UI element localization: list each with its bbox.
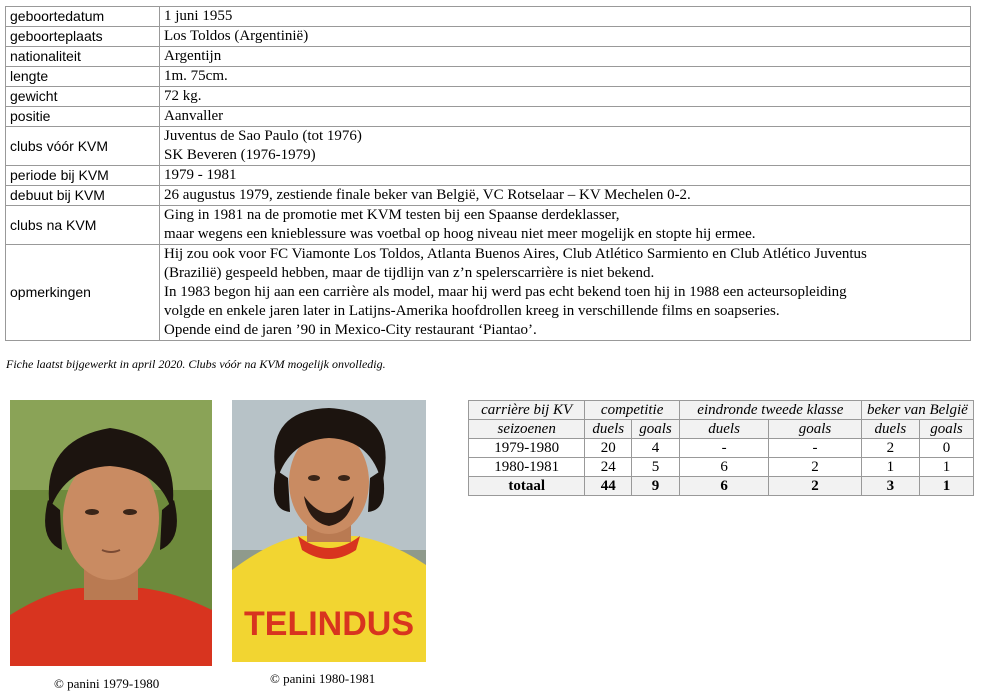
- stats-header-comp-goals: goals: [632, 420, 680, 439]
- info-row: [6, 245, 971, 341]
- info-value: [160, 245, 971, 341]
- info-value-line: Argentijn: [164, 48, 222, 64]
- stats-row-1979: [469, 439, 974, 458]
- info-value-line: volgde en enkele jaren later in Latijns-Amerika hoofdrollen kreeg in verschillende films en soapseries.: [164, 303, 780, 319]
- info-row: [6, 206, 971, 245]
- stats-header-playoff-duels: duels: [679, 420, 768, 439]
- info-label: gewicht: [6, 87, 160, 107]
- info-value-line: Los Toldos (Argentinië): [164, 28, 309, 44]
- stats-header-competition: competitie: [585, 401, 680, 420]
- info-value-line: SK Beveren (1976-1979): [164, 147, 316, 163]
- stats-total-cell: 6: [679, 477, 768, 496]
- info-value-line: (Brazilië) gespeeld hebben, maar de tijdlijn van z’n spelerscarrière is niet bekend.: [164, 265, 655, 281]
- stats-total-cell: 1: [919, 477, 973, 496]
- stats-total-cell: 44: [585, 477, 632, 496]
- stats-cell: 1: [919, 458, 973, 477]
- stats-cell: 20: [585, 439, 632, 458]
- info-value-line: In 1983 begon hij aan een carrière als model, maar hij werd pas echt bekend toen hij in 1988 een acteursopleiding: [164, 284, 847, 300]
- info-row: [6, 107, 971, 127]
- stats-cell: 1: [861, 458, 919, 477]
- stats-total-cell: 2: [769, 477, 861, 496]
- info-value: [160, 107, 971, 127]
- shirt-sponsor-text: TELINDUS: [244, 605, 414, 643]
- stats-header-cup-duels: duels: [861, 420, 919, 439]
- info-row: [6, 127, 971, 166]
- info-label: debuut bij KVM: [6, 186, 160, 206]
- info-value-line: Opende eind de jaren ’90 in Mexico-City restaurant ‘Piantao’.: [164, 322, 537, 338]
- info-value: [160, 127, 971, 166]
- info-label: geboorteplaats: [6, 27, 160, 47]
- stats-total-cell: 3: [861, 477, 919, 496]
- info-label: clubs na KVM: [6, 206, 160, 245]
- info-value-line: 1 juni 1955: [164, 8, 233, 24]
- info-value-line: Aanvaller: [164, 108, 224, 124]
- stats-total-row: [469, 477, 974, 496]
- stats-header-playoff-goals: goals: [769, 420, 861, 439]
- stats-cell: -: [679, 439, 768, 458]
- stats-header-seasons: seizoenen: [469, 420, 585, 439]
- stats-cell: 4: [632, 439, 680, 458]
- player-photo-1980: [232, 400, 426, 662]
- player-info-table: [5, 6, 971, 341]
- stats-header-cup: beker van België: [861, 401, 973, 420]
- career-stats-table: [468, 400, 974, 496]
- stats-header-cup-goals: goals: [919, 420, 973, 439]
- info-value: [160, 186, 971, 206]
- player-photo-1979: [10, 400, 212, 666]
- photo-caption-1: © panini 1979-1980: [54, 676, 160, 691]
- stats-cell: 1979-1980: [469, 439, 585, 458]
- stats-header-row-1: [469, 401, 974, 420]
- stats-header-career: carrière bij KV: [469, 401, 585, 420]
- info-value-line: Juventus de Sao Paulo (tot 1976): [164, 128, 362, 144]
- photo-caption-2: © panini 1980-1981: [270, 671, 376, 686]
- stats-row-1980: [469, 458, 974, 477]
- stats-cell: -: [769, 439, 861, 458]
- info-value-line: maar wegens een knieblessure was voetbal op hoog niveau niet meer mogelijk en stopte hij ermee.: [164, 226, 756, 242]
- stats-cell: 24: [585, 458, 632, 477]
- info-row: [6, 7, 971, 27]
- info-value-line: 1m. 75cm.: [164, 68, 228, 84]
- stats-header-playoff: eindronde tweede klasse: [679, 401, 861, 420]
- footnote: Fiche laatst bijgewerkt in april 2020. Clubs vóór na KVM mogelijk onvolledig.: [6, 357, 386, 371]
- info-row: [6, 67, 971, 87]
- stats-cell: 0: [919, 439, 973, 458]
- info-value: [160, 67, 971, 87]
- info-row: [6, 27, 971, 47]
- stats-cell: 2: [861, 439, 919, 458]
- info-value: [160, 206, 971, 245]
- info-value: [160, 27, 971, 47]
- info-row: [6, 87, 971, 107]
- stats-cell: 1980-1981: [469, 458, 585, 477]
- info-value-line: 72 kg.: [164, 88, 202, 104]
- stats-header-comp-duels: duels: [585, 420, 632, 439]
- info-label: opmerkingen: [6, 245, 160, 341]
- info-label: periode bij KVM: [6, 166, 160, 186]
- info-label: clubs vóór KVM: [6, 127, 160, 166]
- info-value-line: 1979 - 1981: [164, 167, 237, 183]
- stats-header-row-2: [469, 420, 974, 439]
- info-row: [6, 47, 971, 67]
- info-value: [160, 47, 971, 67]
- info-value: [160, 166, 971, 186]
- info-value: [160, 87, 971, 107]
- info-label: geboortedatum: [6, 7, 160, 27]
- info-value-line: Hij zou ook voor FC Viamonte Los Toldos, Atlanta Buenos Aires, Club Atlético Sarmiento en Club Atlético Juventus: [164, 246, 867, 262]
- info-label: positie: [6, 107, 160, 127]
- stats-cell: 6: [679, 458, 768, 477]
- info-value: [160, 7, 971, 27]
- stats-total-cell: 9: [632, 477, 680, 496]
- stats-cell: 5: [632, 458, 680, 477]
- stats-cell: 2: [769, 458, 861, 477]
- stats-total-cell: totaal: [469, 477, 585, 496]
- info-value-line: 26 augustus 1979, zestiende finale beker van België, VC Rotselaar – KV Mechelen 0-2.: [164, 187, 691, 203]
- info-row: [6, 186, 971, 206]
- info-value-line: Ging in 1981 na de promotie met KVM testen bij een Spaanse derdeklasser,: [164, 207, 620, 223]
- info-row: [6, 166, 971, 186]
- info-label: nationaliteit: [6, 47, 160, 67]
- info-label: lengte: [6, 67, 160, 87]
